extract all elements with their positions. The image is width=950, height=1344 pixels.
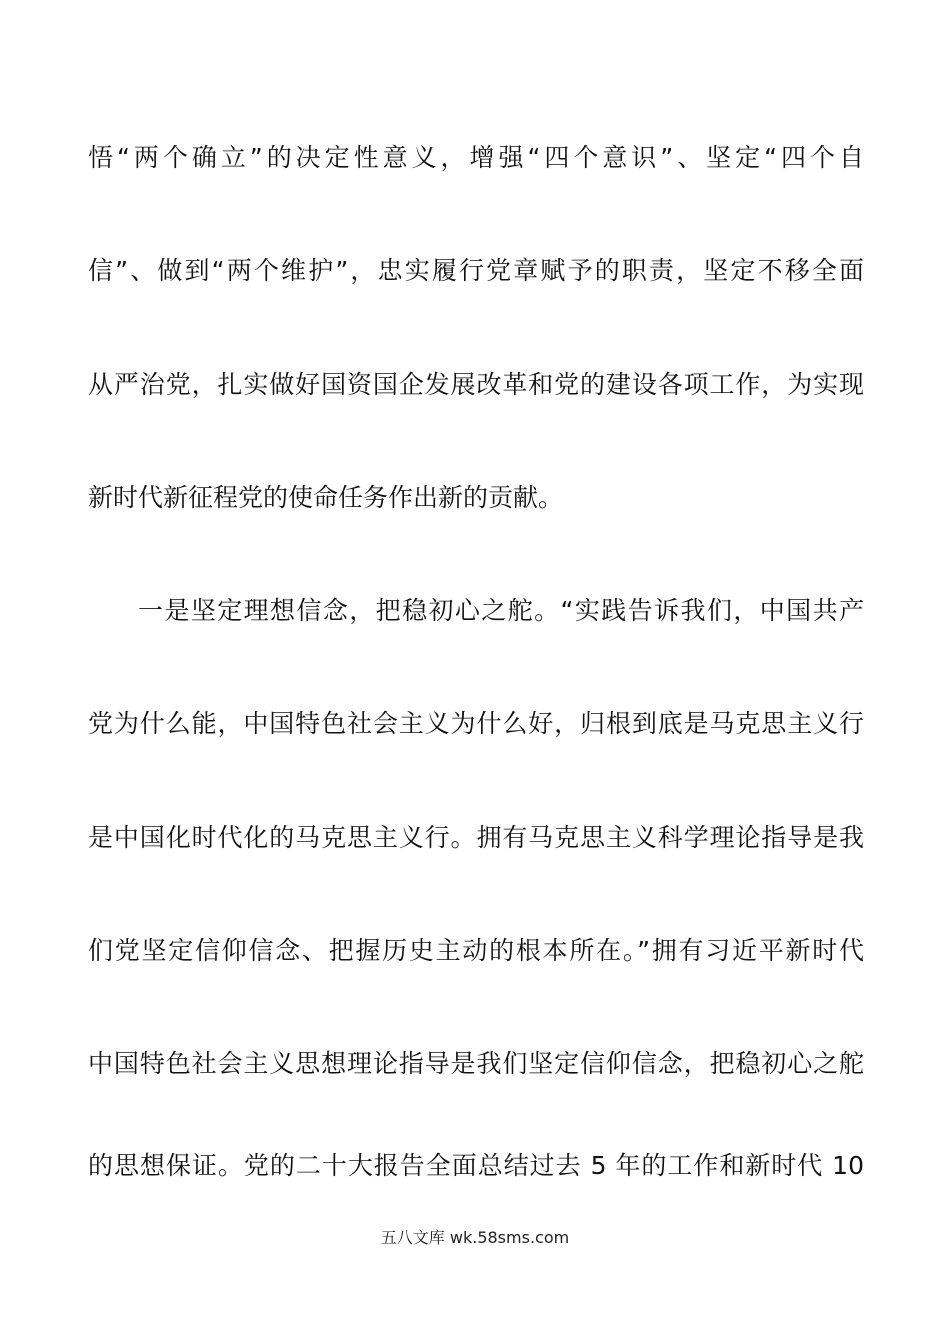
- paragraph-first-line: 一是坚定理想信念，把稳初心之舵。“实践告诉我们，中国共产: [138, 596, 864, 625]
- body-text-line: 信”、做到“两个维护”，忠实履行党章赋予的职责，坚定不移全面: [88, 256, 864, 285]
- body-text-line: 悟“两个确立”的决定性意义，增强“四个意识”、坚定“四个自: [88, 143, 864, 172]
- body-text-line: 是中国化时代化的马克思主义行。拥有马克思主义科学理论指导是我: [88, 823, 864, 852]
- body-text-line: 党为什么能，中国特色社会主义为什么好，归根到底是马克思主义行: [88, 709, 864, 738]
- body-text-line: 的思想保证。党的二十大报告全面总结过去 5 年的工作和新时代 10: [88, 1151, 864, 1180]
- body-text-line: 新时代新征程党的使命任务作出新的贡献。: [88, 483, 564, 512]
- body-text-line: 中国特色社会主义思想理论指导是我们坚定信仰信念，把稳初心之舵: [88, 1049, 864, 1078]
- body-text-line: 从严治党，扎实做好国资国企发展改革和党的建设各项工作，为实现: [88, 370, 864, 399]
- page-footer: 五八文库 wk.58sms.com: [380, 1228, 570, 1247]
- body-text-line: 们党坚定信仰信念、把握历史主动的根本所在。”拥有习近平新时代: [88, 936, 864, 965]
